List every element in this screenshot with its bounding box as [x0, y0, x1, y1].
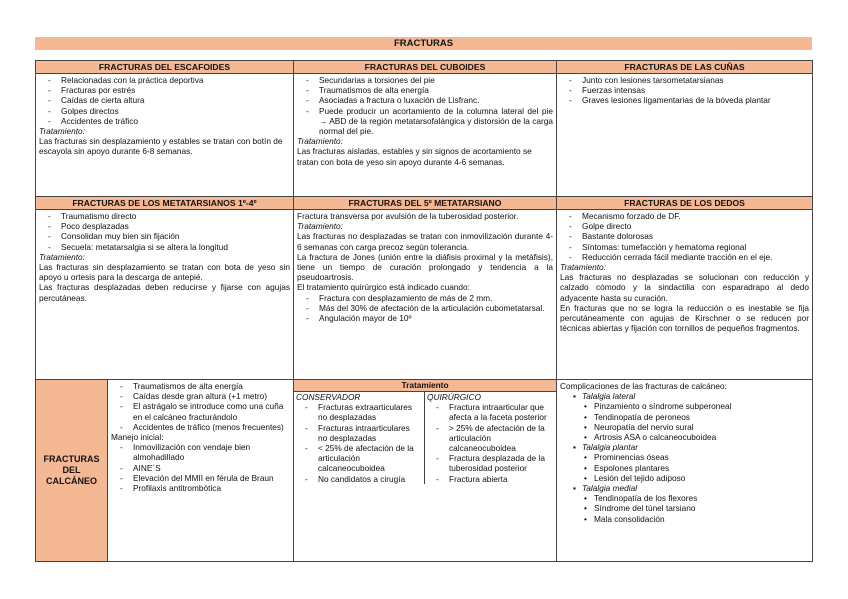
header-cunas: FRACTURAS DE LAS CUÑAS	[557, 61, 813, 74]
tratamiento-text: Las fracturas sin desplazamiento y estables se tratan con botín de escayola sin apoyo durante 6-8 semanas.	[39, 136, 283, 157]
list-item: - Accidentes de tráfico	[39, 116, 290, 126]
cell-calcaneo-causes	[108, 380, 294, 562]
list-item: - Golpe directo	[560, 221, 809, 231]
talalgia-lateral-label: ▪ Talalgia lateral	[560, 391, 809, 401]
list-item: - El astrágalo se introduce como una cuña en el calcáneo fracturándolo	[111, 401, 290, 421]
tratamiento-label: Tratamiento:	[39, 251, 85, 262]
header-escafoides: FRACTURAS DEL ESCAFOIDES	[36, 61, 294, 74]
talalgia-medial-label: ▪ Talalgia medial	[560, 483, 809, 493]
list-item: - Elevación del MMII en férula de Braun	[111, 473, 290, 483]
header-quinto: FRACTURAS DEL 5º METATARSIANO	[294, 197, 557, 210]
list-item: - Accidentes de tráfico (menos frecuentes)	[111, 422, 290, 432]
quinto-intro: Fractura transversa por avulsión de la tuberosidad posterior.	[297, 211, 519, 221]
list-item: - Fracturas extraarticulares no desplazadas	[296, 402, 418, 422]
cell-cunas	[557, 74, 813, 197]
list-item: - Fractura con desplazamiento de más de 2 mm.	[297, 293, 553, 303]
calcaneo-label: FRACTURAS DEL CALCÁNEO	[43, 454, 100, 486]
header-cuboides: FRACTURAS DEL CUBOIDES	[294, 61, 557, 74]
list-item: - < 25% de afectación de la articulación calcaneocuboidea	[296, 443, 418, 474]
quirurgico-column	[425, 392, 556, 484]
list-item: - Graves lesiones ligamentarias de la bóveda plantar	[560, 95, 809, 105]
list-item: - Más del 30% de afectación de la articulación cubometatarsal.	[297, 303, 553, 313]
list-item: - Traumatismo directo	[39, 211, 290, 221]
list-item: - Fracturas intraarticulares no desplazadas	[296, 423, 418, 443]
list-item: - > 25% de afectación de la articulación calcaneocuboidea	[427, 423, 550, 454]
list-item: - No candidatos a cirugía	[296, 474, 418, 484]
tratamiento-text: En fracturas que no se logra la reducción o es inestable se fija percutáneamente con agujas de Kirschner o se reducen por técnicas abiertas y fijación con tornillos de pequeños fragmentos.	[560, 302, 809, 334]
cell-metatarsianos	[36, 210, 294, 380]
cell-calcaneo-tratamiento	[294, 380, 557, 562]
list-item: - Síntomas: tumefacción y hematoma regional	[560, 242, 809, 252]
cell-dedos	[557, 210, 813, 380]
tratamiento-label: Tratamiento:	[297, 136, 343, 147]
calcaneo-label-cell	[36, 380, 108, 562]
cell-cuboides	[294, 74, 557, 197]
list-item: - Reducción cerrada fácil mediante tracción en el eje.	[560, 252, 809, 262]
tratamiento-label: Tratamiento:	[297, 221, 343, 232]
jones-text: La fractura de Jones (unión entre la diáfisis proximal y la metáfisis), tiene un tiempo de curación prolongado y tendencia a la pseudoartrosis.	[297, 251, 553, 283]
list-item: - Fuerzas intensas	[560, 85, 809, 95]
list-item: - Secundarias a torsiones del pie	[297, 75, 553, 85]
complicaciones-label: Complicaciones de las fracturas de calcáneo:	[560, 381, 727, 391]
list-item: • Artrosis ASA o calcaneocuboidea	[560, 432, 809, 442]
list-item: • Mala consolidación	[560, 514, 809, 524]
tratamiento-text: Las fracturas no desplazadas se tratan con inmovilización durante 4-6 semanas con carga precoz según tolerancia.	[297, 231, 553, 252]
list-item: • Neuropatía del nervio sural	[560, 422, 809, 432]
tratamiento-header: Tratamiento	[294, 380, 556, 392]
fractures-table	[35, 60, 813, 562]
list-item: - Golpes directos	[39, 106, 290, 116]
list-item: - Caídas desde gran altura (+1 metro)	[111, 391, 290, 401]
tratamiento-text: Las fracturas sin desplazamiento se tratan con bota de yeso sin apoyo u ortesis para la descarga de antepié.	[39, 262, 290, 283]
list-item: • Pinzamiento o síndrome subperoneal	[560, 401, 809, 411]
conservador-label: CONSERVADOR	[296, 392, 361, 402]
list-item: - Consolidan muy bien sin fijación	[39, 231, 290, 241]
cell-calcaneo-complicaciones	[557, 380, 813, 562]
list-item: - Bastante dolorosas	[560, 231, 809, 241]
manejo-label: Manejo inicial:	[111, 432, 164, 443]
list-item: - AINE´S	[111, 463, 290, 473]
page-title: FRACTURAS	[35, 37, 812, 50]
list-item: • Tendinopatía de los flexores	[560, 493, 809, 503]
conservador-column	[294, 392, 425, 484]
list-item: - Asociadas a fractura o luxación de Lisfranc.	[297, 95, 553, 105]
quirurgico-text: El tratamiento quirúrgico está indicado cuando:	[297, 282, 470, 293]
talalgia-plantar-label: ▪ Talalgia plantar	[560, 442, 809, 452]
list-item: • Espolones plantares	[560, 463, 809, 473]
list-item: - Angulación mayor de 10º	[297, 313, 553, 323]
list-item: - Profilaxis antitrombótica	[111, 483, 290, 493]
list-item: - Fractura intraarticular que afecta a la faceta posterior	[427, 402, 550, 422]
list-item: - Traumatismos de alta energía	[111, 381, 290, 391]
list-item: • Síndrome del túnel tarsiano	[560, 503, 809, 513]
quirurgico-label: QUIRÚRGICO	[427, 392, 481, 402]
list-item: - Junto con lesiones tarsometatarsianas	[560, 75, 809, 85]
list-item: • Prominencias óseas	[560, 452, 809, 462]
tratamiento-text: Las fracturas no desplazadas se solucionan con reducción y calzado cómodo y la sindactilia con esparadrapo al dedo adyacente hasta su curación.	[560, 272, 809, 303]
tratamiento-label: Tratamiento:	[39, 126, 85, 137]
list-item: - Fracturas por estrés	[39, 85, 290, 95]
cell-quinto	[294, 210, 557, 380]
cell-escafoides	[36, 74, 294, 197]
tratamiento-label: Tratamiento:	[560, 262, 606, 273]
tratamiento-text: Las fracturas desplazadas deben reducirse y fijarse con agujas percutáneas.	[39, 282, 290, 303]
list-item: - Secuela: metatarsalgia si se altera la longitud	[39, 242, 290, 252]
tratamiento-text: Las fracturas aisladas, estables y sin signos de acortamiento se tratan con bota de yeso sin apoyo durante 4-6 semanas.	[297, 146, 532, 167]
list-item: - Traumatismos de alta energía	[297, 85, 553, 95]
header-dedos: FRACTURAS DE LOS DEDOS	[557, 197, 813, 210]
list-item: - Inmovilización con vendaje bien almohadillado	[111, 442, 290, 462]
list-item: • Tendinopatía de peroneos	[560, 412, 809, 422]
list-item: - Mecanismo forzado de DF.	[560, 211, 809, 221]
list-item: - Fractura abierta	[427, 474, 550, 484]
list-item: - Relacionadas con la práctica deportiva	[39, 75, 290, 85]
list-item: - Fractura desplazada de la tuberosidad posterior	[427, 453, 550, 473]
list-item: - Puede producir un acortamiento de la columna lateral del pie → ABD de la región metatarsofalángica y distorsión de la carga normal del pie.	[297, 106, 553, 137]
list-item: • Lesión del tejido adiposo	[560, 473, 809, 483]
list-item: - Caídas de cierta altura	[39, 95, 290, 105]
header-metatarsianos: FRACTURAS DE LOS METATARSIANOS 1º-4º	[36, 197, 294, 210]
list-item: - Poco desplazadas	[39, 221, 290, 231]
